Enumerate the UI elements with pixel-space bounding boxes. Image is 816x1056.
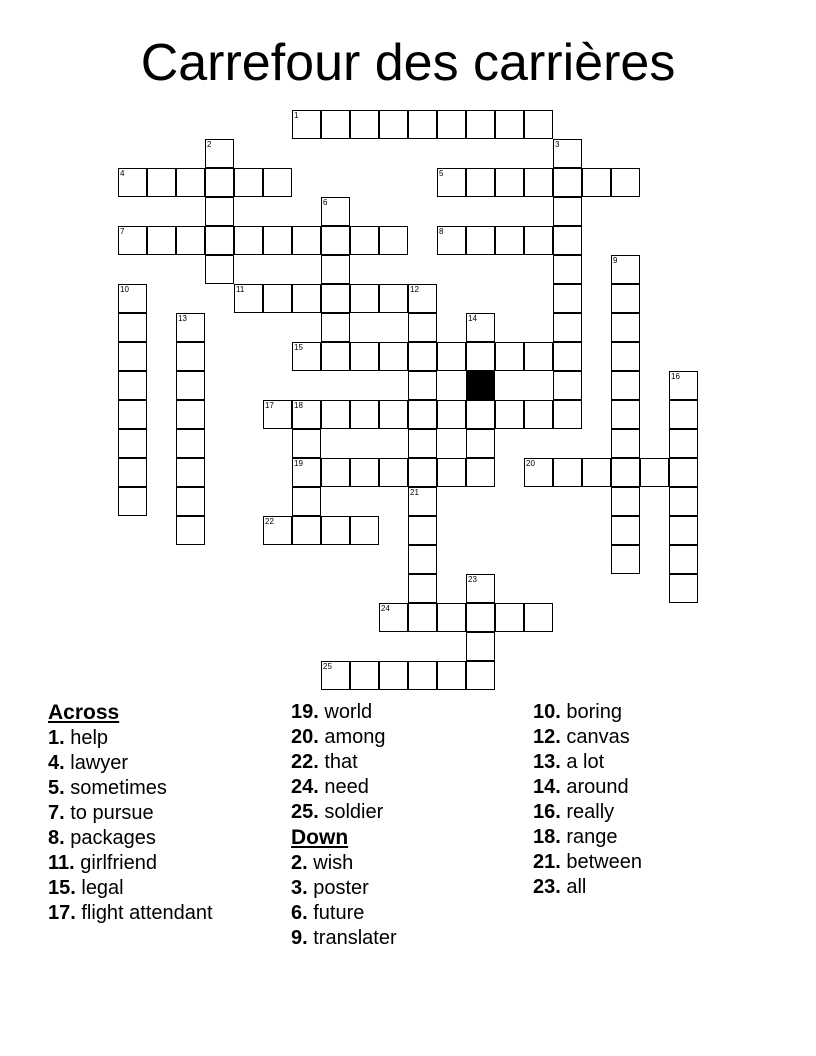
- grid-cell[interactable]: [176, 487, 205, 516]
- grid-cell[interactable]: [408, 458, 437, 487]
- clue-item-text: future: [307, 902, 365, 924]
- grid-cell[interactable]: [669, 545, 698, 574]
- clue-item-text: flight attendant: [75, 902, 213, 924]
- grid-cell[interactable]: [147, 226, 176, 255]
- clue-item-number: 1.: [48, 727, 65, 749]
- grid-cell[interactable]: [611, 458, 640, 487]
- clue-item: [48, 801, 213, 826]
- clue-item-text: translater: [307, 927, 397, 949]
- clue-item-number: 15.: [48, 877, 76, 899]
- clue-item-number: 13.: [533, 751, 561, 773]
- grid-cell[interactable]: [669, 574, 698, 603]
- grid-cell[interactable]: [350, 516, 379, 545]
- clue-item-number: 23.: [533, 876, 561, 898]
- grid-cell[interactable]: [292, 516, 321, 545]
- clue-item: [48, 751, 213, 776]
- grid-cell[interactable]: [466, 342, 495, 371]
- grid-cell[interactable]: [350, 110, 379, 139]
- grid-cell[interactable]: [553, 284, 582, 313]
- clue-item-text: packages: [64, 827, 156, 849]
- clue-item: [48, 851, 213, 876]
- clue-item-text: among: [318, 726, 386, 748]
- grid-cell[interactable]: [437, 458, 466, 487]
- grid-cell[interactable]: [582, 458, 611, 487]
- clue-item-text: poster: [307, 877, 369, 899]
- clue-item: [533, 800, 642, 825]
- grid-cell[interactable]: [408, 661, 437, 690]
- grid-cell[interactable]: [350, 342, 379, 371]
- clue-item-text: canvas: [560, 726, 630, 748]
- grid-cell[interactable]: [263, 284, 292, 313]
- clues-column-1: [48, 700, 213, 926]
- grid-cell[interactable]: [176, 168, 205, 197]
- grid-cell[interactable]: [176, 458, 205, 487]
- clue-item-number: 21.: [533, 851, 561, 873]
- grid-cell[interactable]: [292, 429, 321, 458]
- grid-cell[interactable]: [611, 516, 640, 545]
- grid-cell[interactable]: [176, 342, 205, 371]
- clue-item-text: that: [318, 751, 358, 773]
- grid-cell[interactable]: [466, 429, 495, 458]
- grid-cell[interactable]: [611, 371, 640, 400]
- grid-cell[interactable]: [263, 516, 292, 545]
- grid-cell[interactable]: [292, 342, 321, 371]
- clue-item-text: around: [560, 776, 629, 798]
- grid-cell[interactable]: [321, 458, 350, 487]
- clue-item-number: 8.: [48, 827, 65, 849]
- grid-cell[interactable]: [466, 400, 495, 429]
- grid-cell[interactable]: [611, 284, 640, 313]
- clue-item: [291, 851, 397, 876]
- grid-cell[interactable]: [466, 110, 495, 139]
- clue-number: 2: [207, 140, 212, 149]
- grid-cell[interactable]: [118, 371, 147, 400]
- clue-number: 10: [120, 285, 129, 294]
- grid-cell[interactable]: [379, 400, 408, 429]
- grid-cell[interactable]: [553, 139, 582, 168]
- grid-cell[interactable]: [379, 458, 408, 487]
- clue-item-number: 6.: [291, 902, 308, 924]
- grid-cell[interactable]: [408, 342, 437, 371]
- grid-cell[interactable]: [553, 400, 582, 429]
- across-heading: Across: [48, 701, 120, 724]
- grid-cell[interactable]: [292, 110, 321, 139]
- clue-item-text: world: [318, 701, 373, 723]
- grid-cell[interactable]: [263, 400, 292, 429]
- grid-cell[interactable]: [321, 255, 350, 284]
- grid-cell[interactable]: [321, 342, 350, 371]
- grid-cell[interactable]: [408, 400, 437, 429]
- grid-cell[interactable]: [524, 458, 553, 487]
- clue-item: [533, 875, 642, 900]
- grid-cell[interactable]: [611, 545, 640, 574]
- grid-cell[interactable]: [234, 226, 263, 255]
- grid-cell[interactable]: [321, 226, 350, 255]
- clue-number: 7: [120, 227, 125, 236]
- grid-cell[interactable]: [118, 458, 147, 487]
- clue-item: [533, 725, 642, 750]
- grid-cell[interactable]: [379, 603, 408, 632]
- clue-item-text: between: [560, 851, 642, 873]
- clue-number: 12: [410, 285, 419, 294]
- grid-cell[interactable]: [669, 371, 698, 400]
- clue-item-number: 4.: [48, 752, 65, 774]
- grid-cell[interactable]: [466, 168, 495, 197]
- grid-cell[interactable]: [321, 661, 350, 690]
- grid-cell[interactable]: [495, 226, 524, 255]
- grid-cell[interactable]: [437, 400, 466, 429]
- clue-item: [291, 700, 397, 725]
- grid-cell[interactable]: [321, 284, 350, 313]
- grid-cell[interactable]: [408, 429, 437, 458]
- grid-cell[interactable]: [379, 226, 408, 255]
- clue-number: 19: [294, 459, 303, 468]
- grid-cell[interactable]: [350, 284, 379, 313]
- clue-item-text: soldier: [318, 801, 384, 823]
- grid-cell[interactable]: [437, 603, 466, 632]
- clue-item-number: 3.: [291, 877, 308, 899]
- grid-cell[interactable]: [176, 371, 205, 400]
- clue-item: [48, 876, 213, 901]
- clue-item-number: 19.: [291, 701, 319, 723]
- grid-cell[interactable]: [466, 313, 495, 342]
- grid-cell[interactable]: [495, 603, 524, 632]
- clue-number: 23: [468, 575, 477, 584]
- clue-item-number: 20.: [291, 726, 319, 748]
- grid-cell[interactable]: [437, 661, 466, 690]
- clue-item-text: all: [560, 876, 587, 898]
- grid-cell[interactable]: [321, 400, 350, 429]
- clue-number: 15: [294, 343, 303, 352]
- grid-cell[interactable]: [292, 226, 321, 255]
- clue-number: 9: [613, 256, 618, 265]
- clue-number: 25: [323, 662, 332, 671]
- grid-cell[interactable]: [176, 516, 205, 545]
- grid-cell[interactable]: [669, 429, 698, 458]
- grid-cell[interactable]: [176, 226, 205, 255]
- grid-cell[interactable]: [524, 226, 553, 255]
- grid-cell[interactable]: [524, 168, 553, 197]
- grid-cell[interactable]: [466, 603, 495, 632]
- clue-item-text: to pursue: [64, 802, 154, 824]
- clue-item: [291, 750, 397, 775]
- clue-number: 20: [526, 459, 535, 468]
- clue-item-number: 18.: [533, 826, 561, 848]
- grid-cell[interactable]: [234, 168, 263, 197]
- grid-cell[interactable]: [553, 226, 582, 255]
- grid-cell[interactable]: [553, 197, 582, 226]
- grid-cell[interactable]: [292, 400, 321, 429]
- grid-cell[interactable]: [292, 458, 321, 487]
- clue-item-text: girlfriend: [74, 852, 157, 874]
- down-heading: Down: [291, 826, 349, 849]
- clue-number: 1: [294, 111, 299, 120]
- clues-column-3: [533, 700, 642, 900]
- grid-cell[interactable]: [524, 110, 553, 139]
- puzzle-title: Carrefour des carrières: [140, 34, 676, 92]
- clue-item: [291, 725, 397, 750]
- grid-cell[interactable]: [669, 458, 698, 487]
- clue-item-number: 5.: [48, 777, 65, 799]
- grid-cell[interactable]: [379, 342, 408, 371]
- grid-cell[interactable]: [466, 226, 495, 255]
- grid-cell[interactable]: [437, 342, 466, 371]
- clue-item: [291, 876, 397, 901]
- grid-cell[interactable]: [118, 168, 147, 197]
- grid-cell[interactable]: [408, 284, 437, 313]
- clue-item-text: range: [560, 826, 618, 848]
- clue-number: 22: [265, 517, 274, 526]
- clue-item-text: boring: [560, 701, 622, 723]
- grid-cell[interactable]: [118, 429, 147, 458]
- grid-cell[interactable]: [147, 168, 176, 197]
- grid-cell[interactable]: [176, 429, 205, 458]
- clue-number: 24: [381, 604, 390, 613]
- clue-number: 4: [120, 169, 125, 178]
- clue-item-number: 22.: [291, 751, 319, 773]
- grid-cell[interactable]: [553, 458, 582, 487]
- clue-item-text: a lot: [560, 751, 605, 773]
- clue-item: [533, 750, 642, 775]
- grid-cell[interactable]: [118, 400, 147, 429]
- grid-cell[interactable]: [379, 661, 408, 690]
- grid-cell[interactable]: [379, 284, 408, 313]
- grid-cell[interactable]: [205, 255, 234, 284]
- grid-cell[interactable]: [408, 574, 437, 603]
- grid-cell[interactable]: [495, 168, 524, 197]
- grid-cell[interactable]: [408, 110, 437, 139]
- grid-cell[interactable]: [118, 226, 147, 255]
- clue-item-number: 14.: [533, 776, 561, 798]
- grid-cell[interactable]: [350, 400, 379, 429]
- clue-item-text: legal: [75, 877, 124, 899]
- grid-cell[interactable]: [553, 255, 582, 284]
- grid-cell[interactable]: [669, 487, 698, 516]
- grid-cell[interactable]: [205, 197, 234, 226]
- grid-cell[interactable]: [205, 226, 234, 255]
- clue-item-number: 11.: [48, 852, 75, 874]
- grid-cell[interactable]: [553, 313, 582, 342]
- clue-number: 5: [439, 169, 444, 178]
- grid-cell[interactable]: [466, 574, 495, 603]
- grid-cell[interactable]: [118, 284, 147, 313]
- clue-item-text: lawyer: [64, 752, 129, 774]
- grid-cell[interactable]: [524, 603, 553, 632]
- grid-cell[interactable]: [350, 661, 379, 690]
- grid-cell[interactable]: [553, 371, 582, 400]
- grid-cell[interactable]: [408, 487, 437, 516]
- clue-item-text: wish: [307, 852, 354, 874]
- clue-item-number: 10.: [533, 701, 561, 723]
- grid-cell[interactable]: [321, 110, 350, 139]
- grid-cell[interactable]: [321, 516, 350, 545]
- grid-cell[interactable]: [611, 487, 640, 516]
- grid-cell[interactable]: [321, 197, 350, 226]
- clue-item-text: really: [560, 801, 615, 823]
- clue-item: [533, 850, 642, 875]
- grid-cell[interactable]: [524, 342, 553, 371]
- grid-cell[interactable]: [669, 516, 698, 545]
- clue-item: [533, 825, 642, 850]
- grid-cell[interactable]: [437, 110, 466, 139]
- clue-number: 8: [439, 227, 444, 236]
- clue-item-number: 12.: [533, 726, 561, 748]
- clue-item: [48, 901, 213, 926]
- grid-cell[interactable]: [292, 487, 321, 516]
- clue-number: 11: [236, 285, 245, 294]
- clue-number: 13: [178, 314, 187, 323]
- clue-number: 14: [468, 314, 477, 323]
- grid-cell[interactable]: [611, 400, 640, 429]
- grid-cell[interactable]: [321, 313, 350, 342]
- grid-cell[interactable]: [669, 400, 698, 429]
- clue-item-text: help: [64, 727, 109, 749]
- grid-cell[interactable]: [118, 342, 147, 371]
- clue-item: [48, 776, 213, 801]
- clue-number: 21: [410, 488, 419, 497]
- grid-cell[interactable]: [263, 168, 292, 197]
- grid-cell[interactable]: [466, 458, 495, 487]
- grid-cell[interactable]: [582, 168, 611, 197]
- clue-item: [533, 775, 642, 800]
- grid-cell[interactable]: [176, 400, 205, 429]
- clue-item: [291, 775, 397, 800]
- grid-cell[interactable]: [408, 603, 437, 632]
- grid-cell[interactable]: [379, 110, 408, 139]
- grid-cell[interactable]: [466, 661, 495, 690]
- clue-item-text: need: [318, 776, 369, 798]
- grid-cell[interactable]: [466, 632, 495, 661]
- clue-item-number: 2.: [291, 852, 308, 874]
- grid-cell[interactable]: [176, 313, 205, 342]
- grid-cell[interactable]: [234, 284, 263, 313]
- grid-cell[interactable]: [263, 226, 292, 255]
- grid-cell[interactable]: [118, 313, 147, 342]
- clue-number: 16: [671, 372, 680, 381]
- grid-cell[interactable]: [524, 400, 553, 429]
- grid-cell[interactable]: [495, 342, 524, 371]
- grid-cell[interactable]: [408, 371, 437, 400]
- clues-column-2: [291, 700, 397, 951]
- grid-cell[interactable]: [437, 226, 466, 255]
- grid-cell[interactable]: [553, 342, 582, 371]
- grid-cell[interactable]: [408, 516, 437, 545]
- grid-cell[interactable]: [437, 168, 466, 197]
- clue-number: 18: [294, 401, 303, 410]
- grid-cell[interactable]: [553, 168, 582, 197]
- clue-item-number: 24.: [291, 776, 319, 798]
- clue-item: [291, 901, 397, 926]
- grid-cell[interactable]: [611, 168, 640, 197]
- clue-number: 3: [555, 140, 560, 149]
- clue-item: [48, 726, 213, 751]
- clue-item-number: 9.: [291, 927, 308, 949]
- clue-item-number: 16.: [533, 801, 561, 823]
- grid-cell[interactable]: [611, 342, 640, 371]
- clue-item-text: sometimes: [64, 777, 167, 799]
- grid-cell[interactable]: [205, 168, 234, 197]
- clue-item-number: 7.: [48, 802, 65, 824]
- grid-cell[interactable]: [205, 139, 234, 168]
- clue-item-number: 25.: [291, 801, 319, 823]
- black-cell: [466, 371, 495, 400]
- grid-cell[interactable]: [292, 284, 321, 313]
- grid-cell[interactable]: [611, 429, 640, 458]
- clue-number: 6: [323, 198, 328, 207]
- clue-item: [291, 926, 397, 951]
- grid-cell[interactable]: [611, 255, 640, 284]
- grid-cell[interactable]: [350, 458, 379, 487]
- grid-cell[interactable]: [350, 226, 379, 255]
- clue-item: [291, 800, 397, 825]
- grid-cell[interactable]: [495, 400, 524, 429]
- clue-item-number: 17.: [48, 902, 76, 924]
- grid-cell[interactable]: [118, 487, 147, 516]
- clue-item: [533, 700, 642, 725]
- grid-cell[interactable]: [408, 313, 437, 342]
- grid-cell[interactable]: [611, 313, 640, 342]
- clue-number: 17: [265, 401, 274, 410]
- grid-cell[interactable]: [408, 545, 437, 574]
- clue-item: [48, 826, 213, 851]
- grid-cell[interactable]: [640, 458, 669, 487]
- grid-cell[interactable]: [495, 110, 524, 139]
